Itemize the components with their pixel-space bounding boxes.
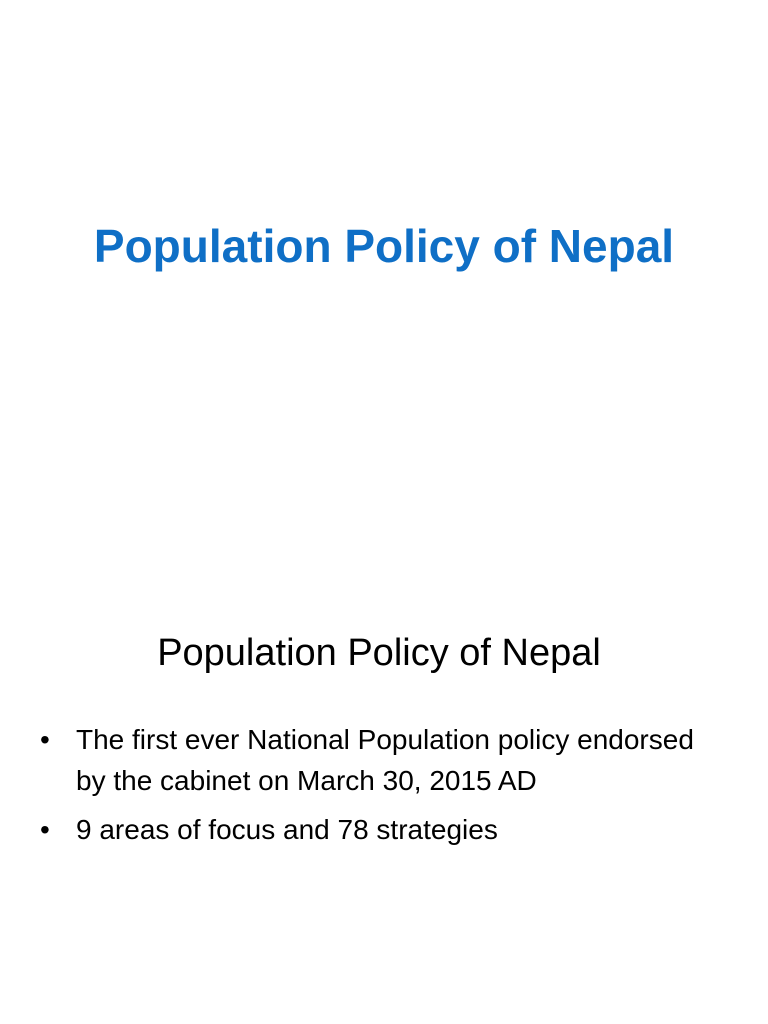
title-slide-heading: Population Policy of Nepal	[93, 220, 675, 272]
bullet-list	[38, 719, 718, 858]
bullet-item-2	[38, 809, 718, 850]
content-slide	[0, 512, 768, 1024]
bullet-text-2: 9 areas of focus and 78 strategies	[76, 814, 498, 845]
bullet-text-1: The first ever National Population policy endorsed by the cabinet on March 30, 2015 AD	[76, 724, 694, 796]
bullet-icon: •	[40, 814, 50, 845]
bullet-item-1	[38, 719, 718, 801]
content-slide-heading: Population Policy of Nepal	[157, 632, 601, 674]
bullet-icon: •	[40, 724, 50, 755]
